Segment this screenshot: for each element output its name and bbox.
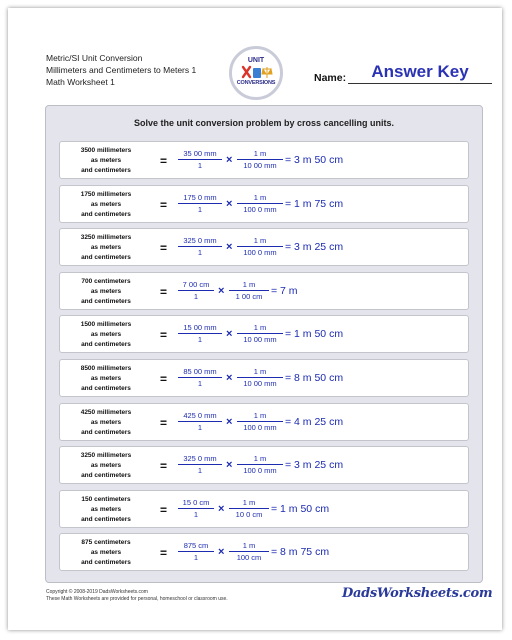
problem-statement [62,538,150,568]
given-fraction [178,322,222,345]
factor-denominator: 100 0 mm [243,422,277,432]
problem-quantity: 3250 millimeters [80,234,132,242]
equals-sign: = [160,502,168,517]
problem-quantity: 700 centimeters [81,277,131,285]
brand-logo: DadsWorksheets.com [342,586,493,601]
factor-numerator: 1 m [253,149,267,158]
problem-row [59,490,469,528]
conversion-factor [237,366,283,389]
given-numerator: 425 0 mm [183,410,217,420]
factor-numerator: 1 m [253,323,267,333]
name-label: Name: [314,72,347,84]
problem-row [59,141,469,179]
header-line-3: Math Worksheet 1 [46,77,115,87]
logo-top-text: UNIT [247,57,265,64]
problem-target-1: as meters [90,418,122,426]
problem-quantity: 1500 millimeters [80,321,132,329]
factor-numerator: 1 m [253,454,267,464]
equals-sign: = [160,459,168,474]
factor-numerator: 1 m [253,236,267,246]
unit-conversions-logo [229,46,283,100]
multiply-sign: × [218,284,225,297]
factor-numerator: 1 m [242,497,256,507]
given-fraction [178,148,222,171]
factor-numerator: 1 m [253,367,267,376]
logo-bottom-text: CONVERSIONS [236,80,276,86]
problem-row [59,403,469,441]
problem-target-1: as meters [90,200,122,208]
problem-row [59,272,469,310]
given-fraction [178,279,214,302]
problem-statement [62,364,150,394]
conversion-factor [237,192,283,215]
answer: = 7 m [271,284,298,297]
conversion-factor [237,235,283,258]
problem-row [59,315,469,353]
header-line-2: Millimeters and Centimeters to Meters 1 [46,65,197,75]
given-denominator: 1 [197,379,203,388]
answer: = 3 m 50 cm [285,154,344,166]
factor-numerator: 1 m [253,410,267,420]
multiply-sign: × [218,502,225,515]
answer: = 1 m 75 cm [285,197,344,210]
multiply-sign: × [226,197,233,210]
scale-flask-icon [241,65,273,79]
given-numerator: 325 0 mm [183,454,217,464]
multiply-sign: × [226,372,233,384]
factor-denominator: 10 0 cm [235,509,263,519]
multiply-sign: × [226,241,233,254]
worksheet-page [8,8,502,630]
problem-target-2: and centimeters [81,167,131,174]
factor-denominator: 10 00 mm [243,379,277,388]
equals-sign: = [160,154,168,168]
problem-target-2: and centimeters [81,559,131,567]
answer: = 8 m 75 cm [271,546,330,559]
given-fraction [178,235,222,258]
problem-statement [62,320,150,350]
given-denominator: 1 [193,509,199,519]
problem-target-1: as meters [90,244,122,252]
problem-statement [62,495,150,525]
problem-target-1: as meters [90,505,122,513]
given-fraction [178,540,214,563]
copyright-text: Copyright © 2008-2019 DadsWorksheets.com [46,589,148,595]
problem-statement [62,190,150,220]
problem-statement [62,277,150,307]
problem-quantity: 4250 millimeters [80,408,132,416]
factor-numerator: 1 m [242,279,256,289]
given-fraction [178,192,222,215]
factor-denominator: 10 00 mm [243,335,277,345]
given-fraction [178,410,222,433]
problem-row [59,228,469,266]
answer: = 1 m 50 cm [271,502,330,515]
given-fraction [178,366,222,389]
problem-target-2: and centimeters [81,341,131,349]
worksheet-header [46,52,196,88]
given-numerator: 7 00 cm [182,279,210,289]
given-numerator: 875 cm [183,541,209,551]
equals-sign: = [160,372,168,386]
given-fraction [178,497,214,520]
problem-target-2: and centimeters [81,515,131,523]
conversion-factor [237,148,283,171]
problem-statement [62,233,150,263]
given-denominator: 1 [193,291,199,301]
answer: = 4 m 25 cm [285,415,344,428]
equals-sign: = [160,241,168,256]
problem-target-1: as meters [90,331,122,339]
multiply-sign: × [226,154,233,166]
problem-quantity: 1750 millimeters [80,190,132,198]
problem-target-2: and centimeters [81,254,131,262]
given-denominator: 1 [197,422,203,432]
problem-target-2: and centimeters [81,297,131,305]
problem-target-1: as meters [90,157,122,164]
answer: = 1 m 50 cm [285,328,344,341]
problem-target-2: and centimeters [81,385,131,392]
given-denominator: 1 [197,204,203,214]
header-line-1: Metric/SI Unit Conversion [46,53,143,63]
given-denominator: 1 [193,553,199,563]
given-denominator: 1 [197,466,203,476]
problem-row [59,185,469,223]
answer: = 3 m 25 cm [285,241,344,254]
problem-target-2: and centimeters [81,472,131,480]
problem-statement [62,146,150,176]
problem-quantity: 3250 millimeters [80,452,132,460]
problems-panel [45,105,483,583]
equals-sign: = [160,415,168,430]
instructions: Solve the unit conversion problem by cross cancelling units. [133,118,395,128]
given-numerator: 15 00 mm [183,323,217,333]
factor-denominator: 100 0 mm [243,466,277,476]
factor-numerator: 1 m [253,192,267,202]
problem-target-1: as meters [90,375,122,382]
factor-denominator: 1 00 cm [235,291,263,301]
factor-denominator: 100 0 mm [243,248,277,258]
answer-key-title: Answer Key [348,62,492,84]
given-numerator: 15 0 cm [182,497,210,507]
problem-row [59,446,469,484]
factor-denominator: 100 cm [236,553,262,563]
usage-notice: These Math Worksheets are provided for personal, homeschool or classroom use. [46,596,228,602]
given-numerator: 325 0 mm [183,236,217,246]
multiply-sign: × [218,546,225,559]
problem-quantity: 875 centimeters [81,539,131,547]
footer-copyright [46,589,228,603]
given-fraction [178,453,222,476]
answer: = 3 m 25 cm [285,459,344,472]
problem-target-2: and centimeters [81,210,131,218]
given-numerator: 175 0 mm [183,192,217,202]
problem-statement [62,408,150,438]
conversion-factor [237,322,283,345]
conversion-factor [237,453,283,476]
factor-denominator: 100 0 mm [243,204,277,214]
multiply-sign: × [226,459,233,472]
problem-quantity: 150 centimeters [81,495,131,503]
problem-quantity: 8500 millimeters [80,365,132,372]
answer: = 8 m 50 cm [285,372,344,384]
problem-target-1: as meters [90,287,122,295]
given-denominator: 1 [197,248,203,258]
given-denominator: 1 [197,161,203,170]
factor-denominator: 10 00 mm [243,161,277,170]
problem-target-2: and centimeters [81,428,131,436]
problem-target-1: as meters [90,462,122,470]
given-denominator: 1 [197,335,203,345]
equals-sign: = [160,546,168,561]
problem-target-1: as meters [90,549,122,557]
conversion-factor [229,279,269,302]
given-numerator: 85 00 mm [183,367,217,376]
problem-row [59,533,469,571]
problem-statement [62,451,150,481]
equals-sign: = [160,328,168,343]
problem-quantity: 3500 millimeters [80,147,132,154]
given-numerator: 35 00 mm [183,149,217,158]
conversion-factor [237,410,283,433]
multiply-sign: × [226,328,233,341]
equals-sign: = [160,284,168,299]
equals-sign: = [160,197,168,212]
multiply-sign: × [226,415,233,428]
conversion-factor [229,497,269,520]
conversion-factor [229,540,269,563]
factor-numerator: 1 m [242,541,256,551]
problem-row [59,359,469,397]
